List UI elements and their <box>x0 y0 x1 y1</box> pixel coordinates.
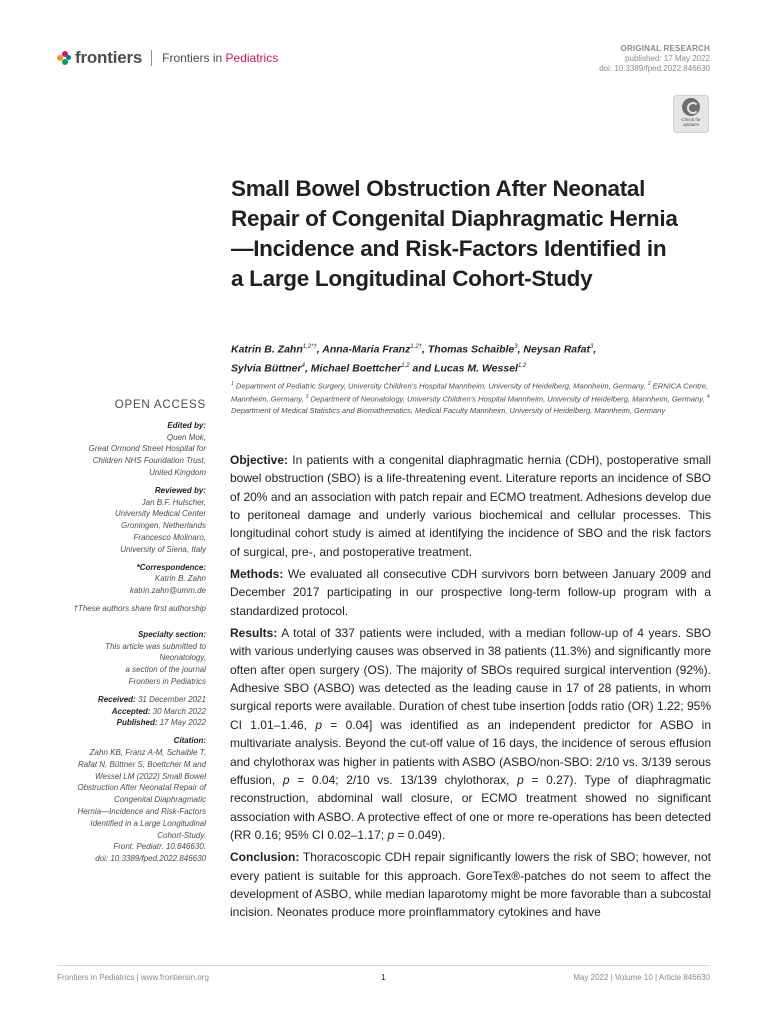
journal-title: Pediatrics <box>225 51 279 65</box>
editor-line: Children NHS Foundation Trust, <box>92 456 206 466</box>
results-text: = 0.04] was identified as an independent predictor for ASBO in multivariate analysis. Beyond the cut-off value of 16 days, the incidence of serous effusion and chylothorax was higher in patients with ASBO (ASBO/non-SBO: 2/10 vs. 3/139 serous effusion, <box>230 717 712 787</box>
received-date: 31 December 2021 <box>137 694 206 704</box>
affil-number: 2 <box>647 381 651 387</box>
specialty-line: a section of the journal <box>125 665 206 675</box>
reviewer-line: University of Siena, Italy <box>120 544 206 554</box>
author-name[interactable]: Thomas Schaible <box>427 343 515 356</box>
p-value-symbol: p <box>387 827 395 842</box>
specialty-block <box>46 629 206 688</box>
journal-prefix: Frontiers in <box>162 51 223 65</box>
author-affil: 4 <box>301 362 305 369</box>
abstract-results <box>230 624 711 844</box>
results-text: = 0.04; 2/10 vs. 13/139 chylothorax, <box>297 772 510 787</box>
footer-journal[interactable]: Frontiers in Pediatrics | www.frontiersin.org <box>57 973 209 982</box>
citation-line: Zahn KB, Franz A-M, Schaible T, <box>89 747 206 757</box>
published-date-sidebar: 17 May 2022 <box>159 718 206 728</box>
results-text: = 0.049). <box>397 827 446 842</box>
abstract-objective <box>230 451 711 561</box>
page-footer <box>57 973 710 985</box>
correspondence-block <box>46 562 206 597</box>
author-and: and <box>412 362 432 374</box>
published-date: published: 17 May 2022 <box>625 54 710 63</box>
received-label: Received: <box>97 694 136 704</box>
author-name[interactable]: Katrin B. Zahn <box>231 343 303 356</box>
article-doi[interactable]: doi: 10.3389/fped.2022.846630 <box>599 64 710 73</box>
article-sidebar <box>46 400 206 871</box>
check-for-updates-button[interactable] <box>673 95 709 133</box>
abstract-methods <box>230 565 711 620</box>
citation-line: Obstruction After Neonatal Repair of <box>77 783 206 793</box>
citation-block <box>46 735 206 865</box>
citation-line: Hernia—Incidence and Risk-Factors <box>77 806 206 816</box>
citation-line: Wessel LM (2022) Small Bowel <box>94 771 206 781</box>
citation-line: Rafat N, Büttner S, Boettcher M and <box>77 759 206 769</box>
author-name[interactable]: Neysan Rafat <box>523 343 590 356</box>
affiliation: Department of Medical Statistics and Biomathematics, Medical Faculty Mannheim, University of Heidelberg, Mannheim, Germany <box>231 406 666 416</box>
published-label: Published: <box>116 718 158 728</box>
citation-doi[interactable]: doi: 10.3389/fped.2022.846630 <box>95 854 206 864</box>
reviewed-by-block <box>46 485 206 556</box>
results-text: = 0.27). Type of diaphragmatic reconstruction, abdominal wall closure, or ECMO treatment showed no significant association with ASBO. A protective effect of one or more re-operations has been detected (RR 0.16; 95% CI 0.02–1.17; <box>230 772 712 842</box>
objective-text: In patients with a congenital diaphragmatic hernia (CDH), postoperative small bowel obstruction (SBO) is a life-threatening event. Literature reports an incidence of SBO of 20% and an association with patch repair and ECMO treatment. Adhesions develop due to peritoneal damage and underly various biochemical and cellular processes. This longitudinal cohort study is aimed at identifying the incidence of SBO and the risk factors of surgical, pre-, and postoperative treatment. <box>230 453 711 559</box>
check-updates-label-2: updates <box>682 122 699 127</box>
citation-line: Front. Pediatr. 10:846630. <box>113 842 206 852</box>
edited-by-label: Edited by: <box>167 420 206 430</box>
accepted-label: Accepted: <box>111 706 151 716</box>
journal-name[interactable] <box>162 51 278 65</box>
author-affil: 1,2 <box>401 362 410 369</box>
affiliation: Department of Neonatology, University Children's Hospital Mannheim, University of Heidelberg, Mannheim, Germany, <box>310 394 705 404</box>
objective-heading: Objective: <box>230 453 289 467</box>
affil-number: 3 <box>305 394 309 401</box>
author-affil: 1,2 <box>517 362 527 369</box>
abstract-conclusion <box>230 848 711 921</box>
author-name[interactable]: Michael Boettcher <box>310 362 402 374</box>
p-value-symbol: p <box>282 772 290 787</box>
author-list: Katrin B. Zahn$^{1,2*\dagger}$, Anna-Maria Franz$^{1,2\dagger}$, Thomas Schaible$^3$, Neysan Rafat$^3$, Sylvia Büttner$^4$, Michael Boettcher$^{1,2}$ and Lucas M. Wessel$^{1,2}$ <box>231 343 597 374</box>
author-name[interactable]: Sylvia Büttner <box>231 362 302 374</box>
editor-line: Quen Mok, <box>166 432 206 442</box>
conclusion-heading: Conclusion: <box>230 850 300 865</box>
logo-divider <box>151 50 152 66</box>
correspondence-label: *Correspondence: <box>136 562 206 572</box>
methods-heading: Methods: <box>230 567 284 582</box>
p-value-symbol: p <box>517 772 524 787</box>
specialty-line: This article was submitted to <box>105 641 206 651</box>
footer-divider <box>57 965 710 966</box>
abstract <box>230 451 711 926</box>
edited-by-block <box>46 420 206 479</box>
p-value-symbol: p <box>315 717 322 732</box>
reviewer-line: University Medical Center <box>114 509 206 519</box>
specialty-line: Neonatology, <box>159 653 206 663</box>
reviewer-line: Jan B.F. Hulscher, <box>141 497 206 507</box>
reviewer-line: Francesco Molinaro, <box>133 532 206 542</box>
reviewed-by-label: Reviewed by: <box>154 485 206 495</box>
citation-line: Identified in a Large Longitudinal <box>90 818 206 828</box>
affil-number: 1 <box>231 381 234 387</box>
author-affil: 1,2*† <box>302 344 317 350</box>
affiliation: ERNICA Centre, Mannheim, Germany, <box>231 381 709 404</box>
author-name[interactable]: Lucas M. Wessel <box>434 362 518 374</box>
citation-label: Citation: <box>173 736 206 746</box>
page-number: 1 <box>381 973 386 982</box>
author-affil: 3 <box>514 344 518 350</box>
open-access-label: OPEN ACCESS <box>114 399 206 411</box>
correspondence-email[interactable]: katrin.zahn@umm.de <box>129 586 206 596</box>
frontiers-logo[interactable] <box>57 47 278 69</box>
specialty-label: Specialty section: <box>137 629 206 639</box>
frontiers-logo-icon <box>57 51 72 66</box>
citation-line: Cohort-Study. <box>157 830 206 840</box>
affil-number: 4 <box>706 394 710 401</box>
accepted-date: 30 March 2022 <box>152 706 206 716</box>
reviewer-line: Groningen, Netherlands <box>121 521 206 531</box>
article-meta <box>599 44 710 74</box>
citation-line: Congenital Diaphragmatic <box>113 795 206 805</box>
conclusion-text: Thoracoscopic CDH repair significantly lowers the risk of SBO; however, not every patient is suitable for this approach. GoreTex®-patches do not seem to affect the development of ASBO, while median laparotomy might be more favorable than a subcostal incision. Neonates produce more proinflammatory cytokines and have <box>230 850 711 920</box>
shared-authorship-note: †These authors share first authorship <box>73 603 206 613</box>
results-text: A total of 337 patients were included, with a median follow-up of 4 years. SBO with various underlying causes was observed in 38 patients (11.3%) and significantly more often after open surgery (OS). The majority of SBOs required surgical intervention (92%). Adhesive SBO (ASBO) was detected as the leading cause in 17 of 28 patients, in whom surgical reports were available. Duration of chest tube insertion [odds ratio (OR) 1.22; 95% CI 1.01–1.46, <box>230 626 712 732</box>
check-updates-icon <box>682 98 700 116</box>
dates-block <box>46 694 206 729</box>
author-name[interactable]: Anna-Maria Franz <box>322 343 411 356</box>
author-affil: 1,2† <box>410 344 423 350</box>
article-title: Small Bowel Obstruction After Neonatal Repair of Congenital Diaphragmatic Hernia—Incidence and Risk-Factors Identified in a Large Longitudinal Cohort-Study <box>231 176 678 291</box>
article-type: ORIGINAL RESEARCH <box>620 44 710 53</box>
check-updates-label-1: Check for <box>681 117 701 122</box>
specialty-line: Frontiers in Pediatrics <box>128 676 206 686</box>
editor-line: United Kingdom <box>149 467 206 477</box>
methods-text: We evaluated all consecutive CDH survivors born between January 2009 and December 2017 participating in our prospective long-term follow-up program with a standardized protocol. <box>230 567 711 618</box>
logo-wordmark: frontiers <box>75 48 143 67</box>
correspondence-name: Katrin B. Zahn <box>154 574 206 584</box>
affiliation: Department of Pediatric Surgery, University Children's Hospital Mannheim, University of Heidelberg, Mannheim, Germany, <box>235 381 646 391</box>
footer-issue: May 2022 | Volume 10 | Article 846630 <box>573 973 710 982</box>
author-affil: 3 <box>589 344 594 350</box>
results-heading: Results: <box>230 626 278 641</box>
editor-line: Great Ormond Street Hospital for <box>88 444 206 454</box>
affiliations <box>231 379 711 417</box>
